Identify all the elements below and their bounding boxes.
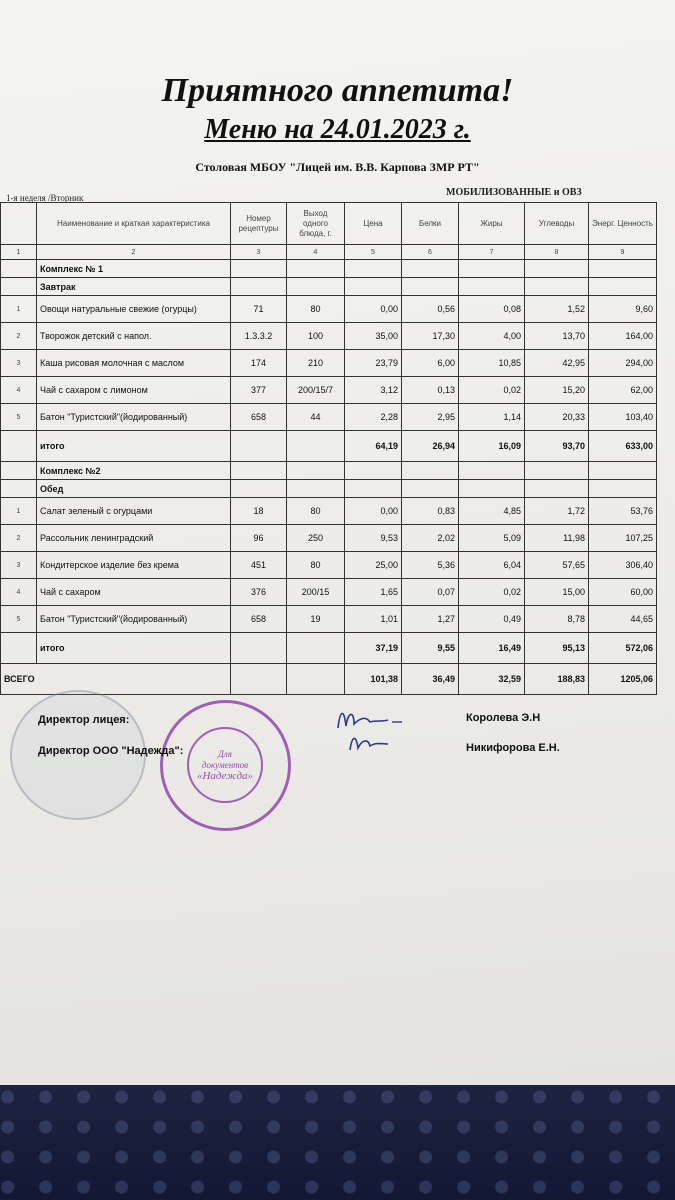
- dish-name: Батон "Туристский"(йодированный): [37, 606, 231, 633]
- grand-total-label: ВСЕГО: [1, 664, 231, 695]
- col-yield: Выход одного блюда, г.: [287, 203, 345, 245]
- total-fat: 16,49: [459, 633, 525, 664]
- recipe-number: 377: [231, 377, 287, 404]
- stamp-text: документов: [201, 759, 249, 770]
- col-protein: Белки: [402, 203, 459, 245]
- total-protein: 9,55: [402, 633, 459, 664]
- price-value: 1,65: [345, 579, 402, 606]
- protein-value: 5,36: [402, 552, 459, 579]
- col-number: 5: [345, 245, 402, 260]
- table-row: [1, 606, 657, 633]
- table-row: [1, 323, 657, 350]
- dish-name: Чай с сахаром: [37, 579, 231, 606]
- carbs-value: 42,95: [525, 350, 589, 377]
- yield-value: 80: [287, 296, 345, 323]
- dish-name: Каша рисовая молочная с маслом: [37, 350, 231, 377]
- protein-value: 0,07: [402, 579, 459, 606]
- recipe-number: 658: [231, 404, 287, 431]
- energy-value: 103,40: [589, 404, 657, 431]
- col-price: Цена: [345, 203, 402, 245]
- stamp-text: «Надежда»: [196, 769, 254, 782]
- menu-table: [0, 202, 657, 695]
- yield-value: 100: [287, 323, 345, 350]
- total-energy: 572,06: [589, 633, 657, 664]
- complex2-total-row: [1, 633, 657, 664]
- total-carbs: 95,13: [525, 633, 589, 664]
- price-value: 1,01: [345, 606, 402, 633]
- canteen-name: Столовая МБОУ "Лицей им. В.В. Карпова ЗМР РТ": [195, 160, 480, 174]
- grand-total-protein: 36,49: [402, 664, 459, 695]
- background-cloth: [0, 1085, 675, 1200]
- dish-name: Творожок детский с напол.: [37, 323, 231, 350]
- price-value: 0,00: [345, 498, 402, 525]
- col-number: 8: [525, 245, 589, 260]
- energy-value: 62,00: [589, 377, 657, 404]
- signatory-name-2: Никифорова Е.Н.: [466, 742, 560, 754]
- recipe-number: 174: [231, 350, 287, 377]
- total-price: 64,19: [345, 431, 402, 462]
- handwritten-signatures: [330, 700, 420, 760]
- total-energy: 633,00: [589, 431, 657, 462]
- table-row: [1, 552, 657, 579]
- energy-value: 60,00: [589, 579, 657, 606]
- carbs-value: 8,78: [525, 606, 589, 633]
- fat-value: 4,00: [459, 323, 525, 350]
- carbs-value: 57,65: [525, 552, 589, 579]
- protein-value: 6,00: [402, 350, 459, 377]
- protein-value: 2,95: [402, 404, 459, 431]
- total-fat: 16,09: [459, 431, 525, 462]
- col-number: 7: [459, 245, 525, 260]
- protein-value: 17,30: [402, 323, 459, 350]
- col-carbs: Углеводы: [525, 203, 589, 245]
- protein-value: 2,02: [402, 525, 459, 552]
- week-day: 1-я неделя /Вторник: [6, 193, 84, 203]
- col-number: 6: [402, 245, 459, 260]
- col-number: 9: [589, 245, 657, 260]
- category-label: МОБИЛИЗОВАННЫЕ и ОВЗ: [446, 187, 582, 198]
- col-number: 4: [287, 245, 345, 260]
- recipe-number: 18: [231, 498, 287, 525]
- table-row: [1, 296, 657, 323]
- protein-value: 0,83: [402, 498, 459, 525]
- fat-value: 6,04: [459, 552, 525, 579]
- stamp-center: [187, 727, 263, 803]
- header-row: [1, 203, 657, 245]
- row-index: 4: [1, 377, 37, 404]
- table-row: [1, 404, 657, 431]
- stamp-text: Для: [218, 748, 232, 759]
- grand-total-row: [1, 664, 657, 695]
- col-name: Наименование и краткая характеристика: [37, 203, 231, 245]
- complex1-meal: Завтрак: [37, 278, 231, 296]
- complex2-rows: [1, 498, 657, 633]
- dish-name: Чай с сахаром с лимоном: [37, 377, 231, 404]
- nadezhda-stamp: [160, 700, 291, 831]
- carbs-value: 13,70: [525, 323, 589, 350]
- carbs-value: 11,98: [525, 525, 589, 552]
- recipe-number: 96: [231, 525, 287, 552]
- energy-value: 44,65: [589, 606, 657, 633]
- row-index: 4: [1, 579, 37, 606]
- row-index: 1: [1, 296, 37, 323]
- col-number: 1: [1, 245, 37, 260]
- row-index: 2: [1, 525, 37, 552]
- table-row: [1, 498, 657, 525]
- recipe-number: 376: [231, 579, 287, 606]
- col-recipe: Номер рецептуры: [231, 203, 287, 245]
- fat-value: 0,49: [459, 606, 525, 633]
- column-numbers-row: [1, 245, 657, 260]
- dish-name: Батон "Туристский"(йодированный): [37, 404, 231, 431]
- fat-value: 0,02: [459, 579, 525, 606]
- dish-name: Рассольник ленинградский: [37, 525, 231, 552]
- energy-value: 306,40: [589, 552, 657, 579]
- total-label: итого: [37, 633, 231, 664]
- yield-value: 200/15: [287, 579, 345, 606]
- row-index: 5: [1, 404, 37, 431]
- total-carbs: 93,70: [525, 431, 589, 462]
- energy-value: 164,00: [589, 323, 657, 350]
- row-index: 3: [1, 350, 37, 377]
- col-energy: Энерг. Ценность: [589, 203, 657, 245]
- price-value: 23,79: [345, 350, 402, 377]
- complex2-title: Комплекс №2: [37, 462, 231, 480]
- energy-value: 9,60: [589, 296, 657, 323]
- carbs-value: 20,33: [525, 404, 589, 431]
- dish-name: Салат зеленый с огурцами: [37, 498, 231, 525]
- complex1-title: Комплекс № 1: [37, 260, 231, 278]
- total-protein: 26,94: [402, 431, 459, 462]
- table-row: [1, 579, 657, 606]
- energy-value: 294,00: [589, 350, 657, 377]
- row-index: 3: [1, 552, 37, 579]
- yield-value: 210: [287, 350, 345, 377]
- fat-value: 10,85: [459, 350, 525, 377]
- price-value: 35,00: [345, 323, 402, 350]
- grand-total-fat: 32,59: [459, 664, 525, 695]
- complex2-title-row: [1, 462, 657, 480]
- protein-value: 0,13: [402, 377, 459, 404]
- fat-value: 0,02: [459, 377, 525, 404]
- fat-value: 0,08: [459, 296, 525, 323]
- complex1-total-row: [1, 431, 657, 462]
- yield-value: 19: [287, 606, 345, 633]
- protein-value: 1,27: [402, 606, 459, 633]
- recipe-number: 658: [231, 606, 287, 633]
- fat-value: 4,85: [459, 498, 525, 525]
- total-price: 37,19: [345, 633, 402, 664]
- col-fat: Жиры: [459, 203, 525, 245]
- recipe-number: 1.3.3.2: [231, 323, 287, 350]
- price-value: 3,12: [345, 377, 402, 404]
- yield-value: 80: [287, 498, 345, 525]
- complex1-rows: [1, 296, 657, 431]
- complex2-meal: Обед: [37, 480, 231, 498]
- price-value: 2,28: [345, 404, 402, 431]
- carbs-value: 1,72: [525, 498, 589, 525]
- director-lyceum-label: Директор лицея:: [38, 714, 130, 726]
- page-title: Приятного аппетита!: [161, 72, 514, 109]
- col-number: 3: [231, 245, 287, 260]
- yield-value: 80: [287, 552, 345, 579]
- yield-value: 250: [287, 525, 345, 552]
- signatory-name-1: Королева Э.Н: [466, 712, 541, 724]
- table-row: [1, 377, 657, 404]
- carbs-value: 15,20: [525, 377, 589, 404]
- price-value: 9,53: [345, 525, 402, 552]
- price-value: 25,00: [345, 552, 402, 579]
- menu-date: Меню на 24.01.2023 г.: [204, 114, 471, 145]
- carbs-value: 1,52: [525, 296, 589, 323]
- energy-value: 107,25: [589, 525, 657, 552]
- recipe-number: 71: [231, 296, 287, 323]
- dish-name: Овощи натуральные свежие (огурцы): [37, 296, 231, 323]
- table-row: [1, 525, 657, 552]
- fat-value: 1,14: [459, 404, 525, 431]
- grand-total-price: 101,38: [345, 664, 402, 695]
- grand-total-carbs: 188,83: [525, 664, 589, 695]
- row-index: 5: [1, 606, 37, 633]
- grand-total-energy: 1205,06: [589, 664, 657, 695]
- total-label: итого: [37, 431, 231, 462]
- price-value: 0,00: [345, 296, 402, 323]
- complex2-meal-row: [1, 480, 657, 498]
- yield-value: 200/15/7: [287, 377, 345, 404]
- recipe-number: 451: [231, 552, 287, 579]
- yield-value: 44: [287, 404, 345, 431]
- energy-value: 53,76: [589, 498, 657, 525]
- complex1-title-row: [1, 260, 657, 278]
- col-number: 2: [37, 245, 231, 260]
- table-row: [1, 350, 657, 377]
- fat-value: 5,09: [459, 525, 525, 552]
- carbs-value: 15,00: [525, 579, 589, 606]
- row-index: 1: [1, 498, 37, 525]
- director-ooo-label: Директор ООО "Надежда":: [38, 745, 184, 757]
- dish-name: Кондитерское изделие без крема: [37, 552, 231, 579]
- row-index: 2: [1, 323, 37, 350]
- complex1-meal-row: [1, 278, 657, 296]
- protein-value: 0,56: [402, 296, 459, 323]
